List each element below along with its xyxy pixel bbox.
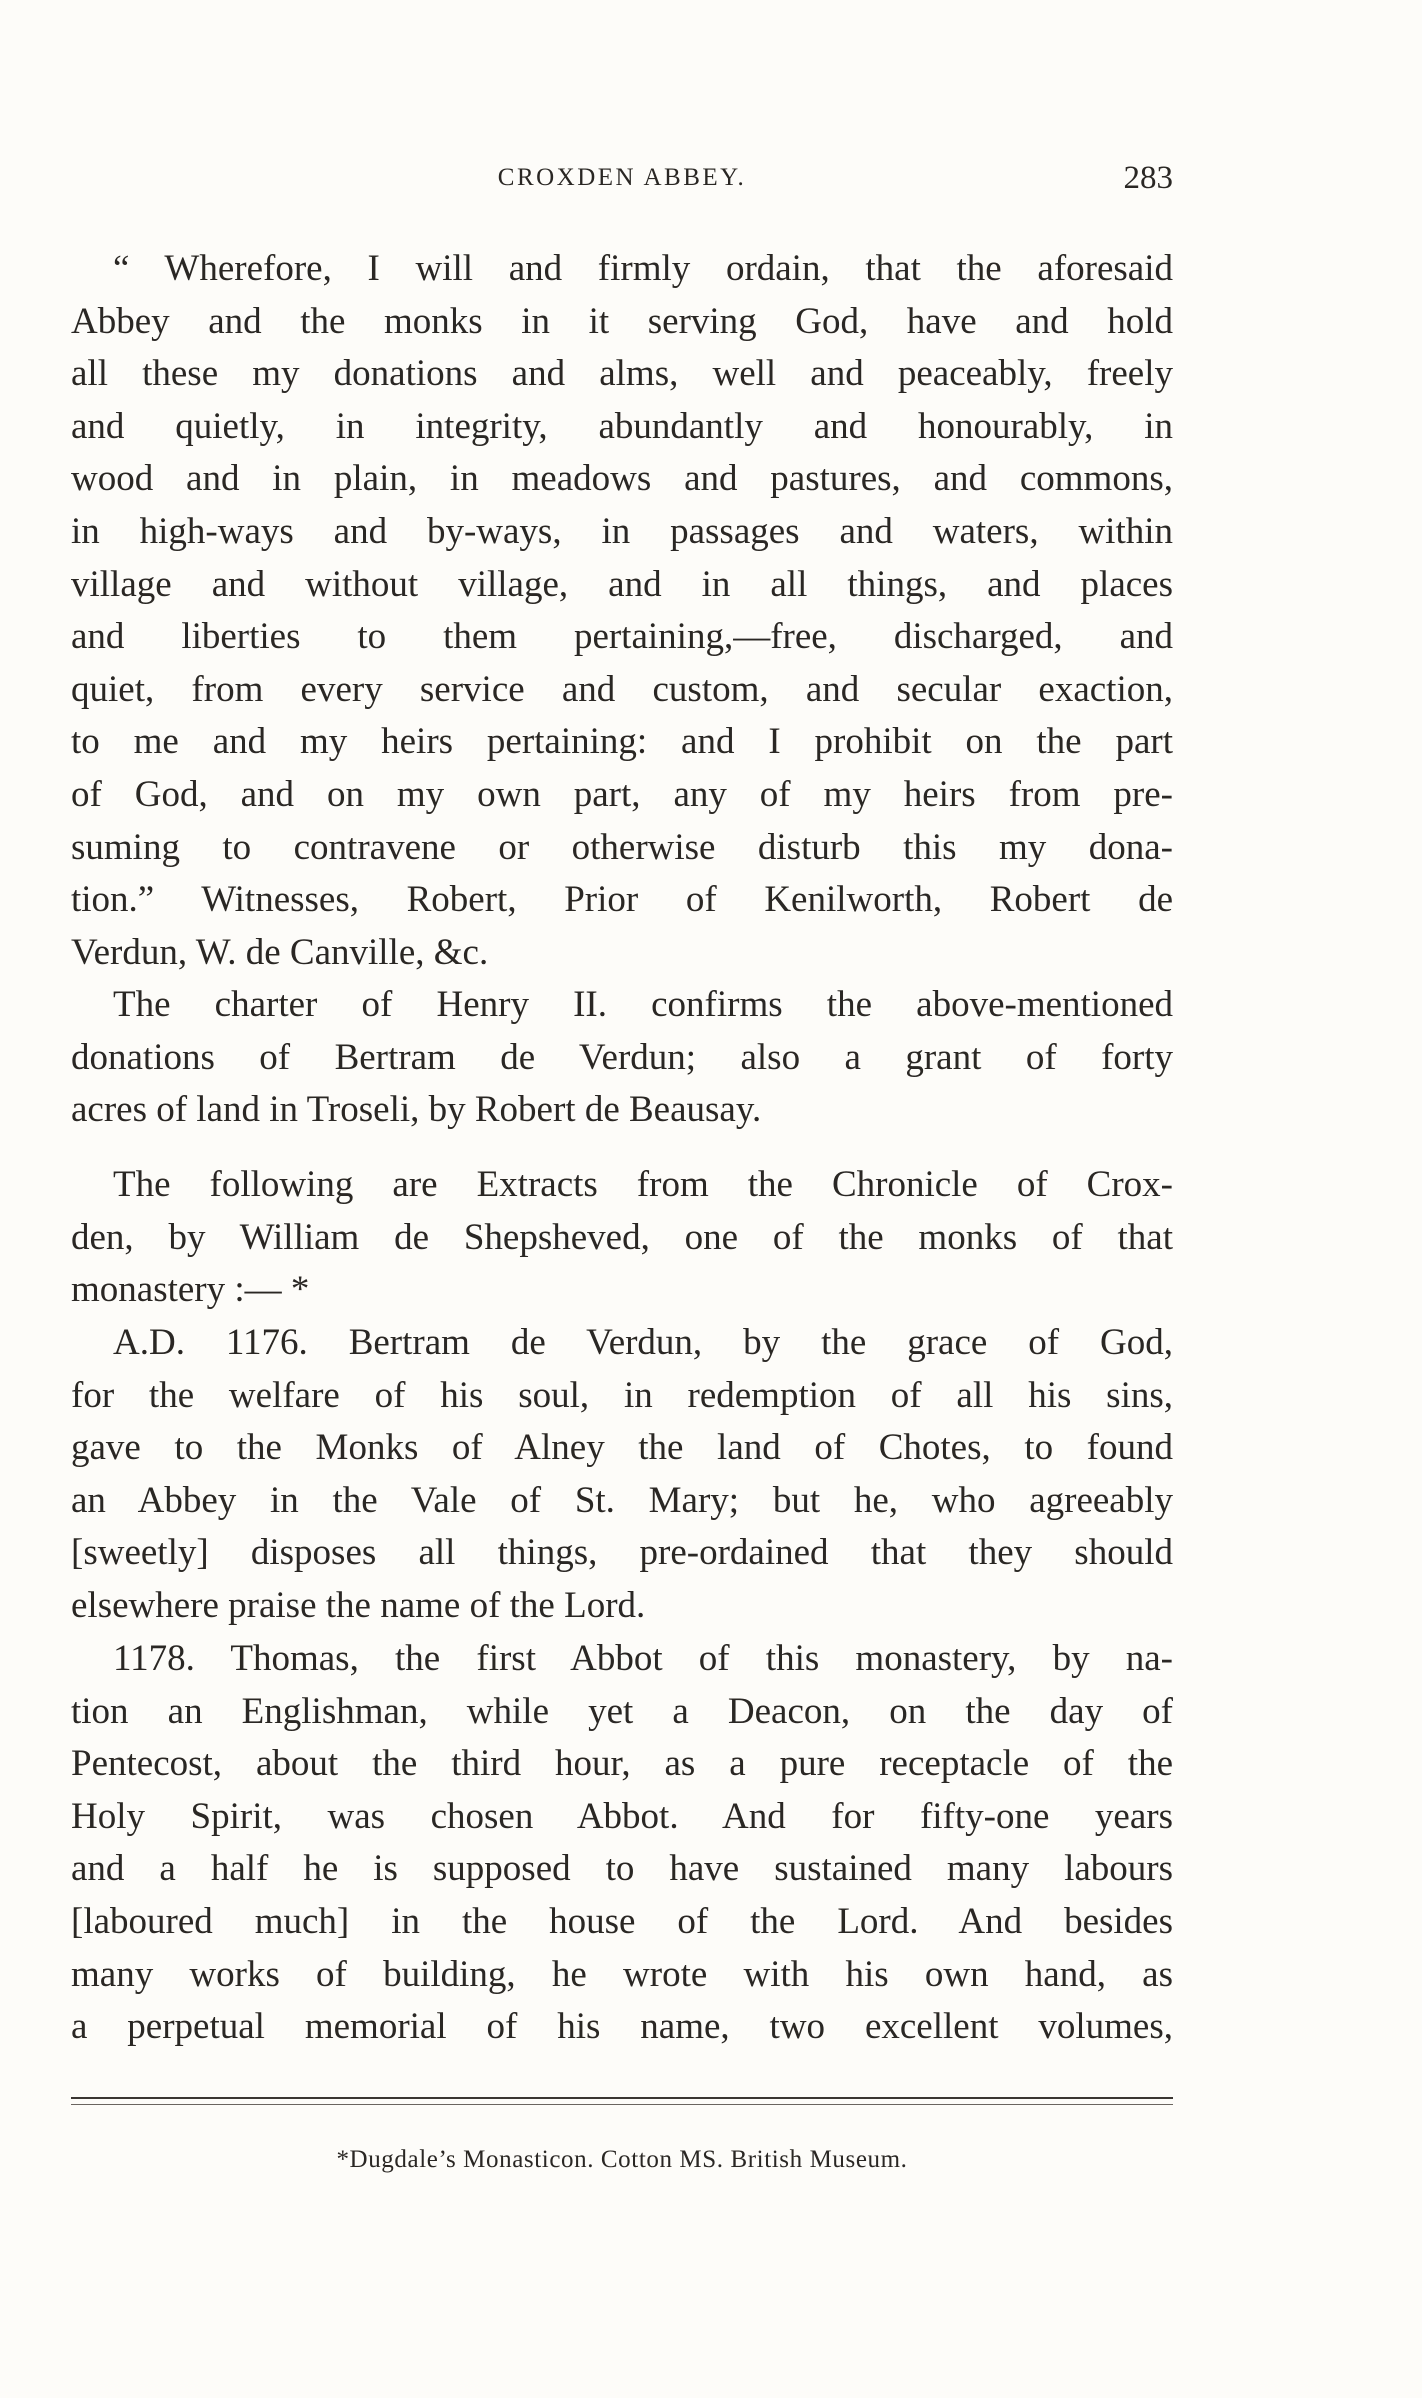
text-line: tion an Englishman, while yet a Deacon, on the day of <box>71 1690 1173 1732</box>
text-line: for the welfare of his soul, in redemption of all his sins, <box>71 1374 1173 1416</box>
text-line: Abbey and the monks in it serving God, have and hold <box>71 300 1173 342</box>
text-line: The charter of Henry II. confirms the above-mentioned <box>113 984 1173 1025</box>
page-number: 283 <box>1123 160 1173 196</box>
text-line: and quietly, in integrity, abundantly and honourably, in <box>71 405 1173 447</box>
text-line: in high-ways and by-ways, in passages and waters, within <box>71 510 1173 552</box>
text-line: a perpetual memorial of his name, two excellent volumes, <box>71 2006 1173 2048</box>
text-line: suming to contravene or otherwise disturb this my dona- <box>71 826 1173 868</box>
text-line: [laboured much] in the house of the Lord. And besides <box>71 1900 1173 1942</box>
text-line: Verdun, W. de Canville, &c. <box>71 931 489 973</box>
paragraph-henry-charter <box>71 979 1173 1137</box>
running-head: CROXDEN ABBEY. <box>497 164 747 191</box>
footnote-rule <box>71 2097 1173 2105</box>
text-line: elsewhere praise the name of the Lord. <box>71 1584 646 1626</box>
paragraph-chronicle-intro <box>71 1159 1173 1317</box>
text-line: of God, and on my own part, any of my heirs from pre- <box>71 773 1173 815</box>
text-line: tion.” Witnesses, Robert, Prior of Kenilworth, Robert de <box>71 879 1173 921</box>
text-line: acres of land in Troseli, by Robert de Beausay. <box>71 1089 762 1131</box>
text-line: village and without village, and in all things, and places <box>71 563 1173 605</box>
paragraph-1178 <box>71 1633 1173 2054</box>
book-page <box>71 0 1173 2398</box>
text-line: donations of Bertram de Verdun; also a grant of forty <box>71 1036 1173 1078</box>
page-header <box>71 160 1173 200</box>
text-line: an Abbey in the Vale of St. Mary; but he, who agreeably <box>71 1479 1173 1521</box>
text-line: 1178. Thomas, the first Abbot of this monastery, by na- <box>113 1638 1173 1679</box>
text-line: Pentecost, about the third hour, as a pure receptacle of the <box>71 1743 1173 1785</box>
text-line: den, by William de Shepsheved, one of the monks of that <box>71 1216 1173 1258</box>
text-line: “ Wherefore, I will and firmly ordain, that the aforesaid <box>113 248 1173 289</box>
text-line: The following are Extracts from the Chronicle of Crox- <box>113 1164 1173 1205</box>
text-line: Holy Spirit, was chosen Abbot. And for fifty-one years <box>71 1795 1173 1837</box>
text-line: many works of building, he wrote with his own hand, as <box>71 1953 1173 1995</box>
text-line: and a half he is supposed to have sustained many labours <box>71 1848 1173 1890</box>
text-line: A.D. 1176. Bertram de Verdun, by the grace of God, <box>113 1322 1173 1363</box>
text-line: [sweetly] disposes all things, pre-ordained that they should <box>71 1532 1173 1574</box>
text-line: monastery :— * <box>71 1269 310 1311</box>
text-line: to me and my heirs pertaining: and I prohibit on the part <box>71 721 1173 763</box>
text-line: wood and in plain, in meadows and pastures, and commons, <box>71 458 1173 500</box>
footnote: *Dugdale’s Monasticon. Cotton MS. British Museum. <box>336 2146 908 2173</box>
paragraph-charter-quote <box>71 243 1173 979</box>
text-line: gave to the Monks of Alney the land of Chotes, to found <box>71 1427 1173 1469</box>
text-line: all these my donations and alms, well and peaceably, freely <box>71 353 1173 395</box>
text-line: quiet, from every service and custom, and secular exaction, <box>71 668 1173 710</box>
text-line: and liberties to them pertaining,—free, discharged, and <box>71 616 1173 658</box>
paragraph-ad-1176 <box>71 1317 1173 1633</box>
